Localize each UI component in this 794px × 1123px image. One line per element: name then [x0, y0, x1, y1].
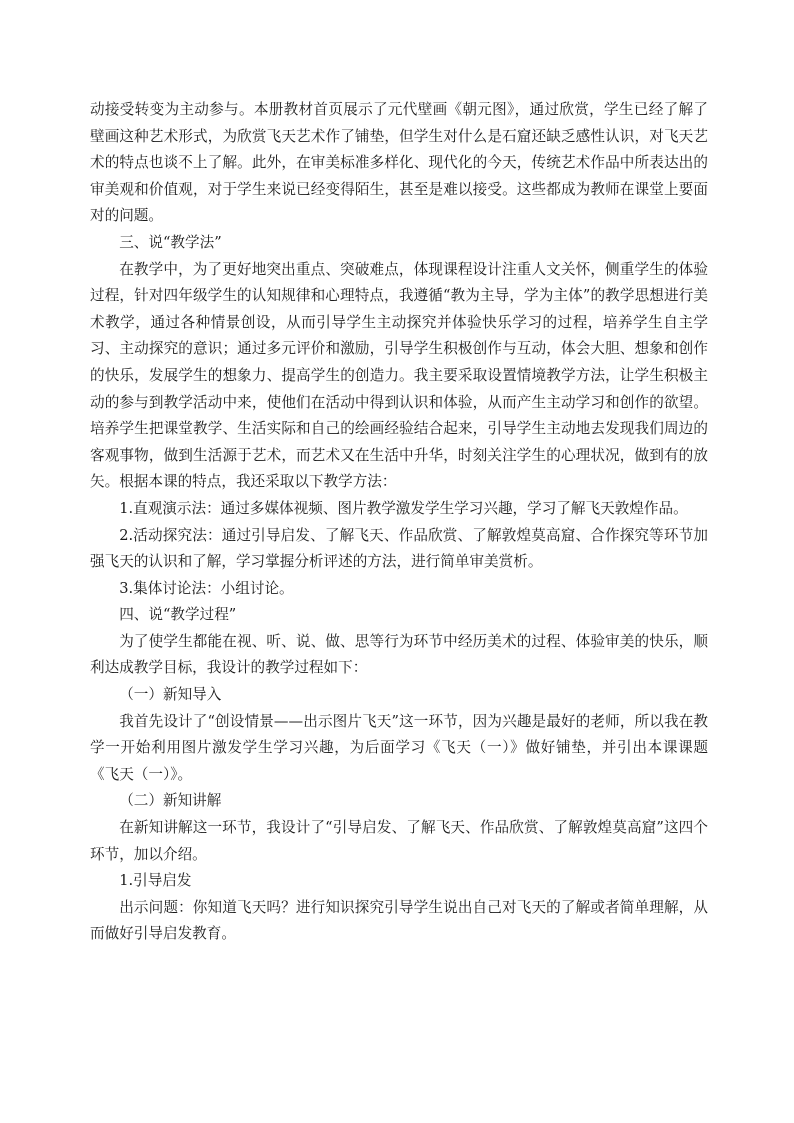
- subheading-new-knowledge-intro: （一）新知导入: [119, 686, 222, 704]
- paragraph-teaching-method: 在教学中，为了更好地突出重点、突破难点，体现课程设计注重人文关怀，侧重学生的体验过程，针对四年级学生的认知规律和心理特点，我遵循“教为主导，学为主体”的教学思想进行美术教学，通过各种情景创设，从而引导学生主动探究并体验快乐学习的过程，培养学生自主学习、主动探究的意识；通过多元评价和激励，引导学生积极创作与互动，体会大胆、想象和创作的快乐，发展学生的想象力、提高学生的创造力。我主要采取设置情境教学方法，让学生积极主动的参与到教学活动中来，使他们在活动中得到认识和体验，从而产生主动学习和创作的欲望。培养学生把课堂教学、生活实际和自己的绘画经验结合起来，引导学生主动地去发现我们周边的客观事物，做到生活源于艺术，而艺术又在生活中升华，时刻关注学生的心理状况，做到有的放矢。根据本课的特点，我还采取以下教学方法：: [90, 260, 708, 491]
- document-body: [90, 97, 708, 948]
- subheading-guidance: 1.引导启发: [119, 872, 192, 890]
- paragraph-guidance: 出示问题：你知道飞天吗？进行知识探究引导学生说出自己对飞天的了解或者简单理解，从而做好引导启发教育。: [90, 898, 708, 943]
- section-heading-teaching-process: 四、说“教学过程”: [119, 606, 237, 624]
- paragraph-process-intro: 为了使学生都能在视、听、说、做、思等行为环节中经历美术的过程、体验审美的快乐，顺利达成教学目标，我设计的教学过程如下：: [90, 632, 708, 677]
- section-heading-teaching-method: 三、说“教学法”: [119, 233, 222, 251]
- paragraph-mural-context: 动接受转变为主动参与。本册教材首页展示了元代壁画《朝元图》，通过欣赏，学生已经了解了壁画这种艺术形式，为欣赏飞天艺术作了铺垫，但学生对什么是石窟还缺乏感性认识，对飞天艺术的特点也谈不上了解。此外，在审美标准多样化、现代化的今天，传统艺术作品中所表达出的审美观和价值观，对于学生来说已经变得陌生，甚至是难以接受。这些都成为教师在课堂上要面对的问题。: [90, 101, 708, 225]
- method-item-inquiry: 2.活动探究法：通过引导启发、了解飞天、作品欣赏、了解敦煌莫高窟、合作探究等环节加强飞天的认识和了解，学习掌握分析评述的方法，进行简单审美赏析。: [90, 526, 708, 571]
- subheading-new-knowledge-explain: （二）新知讲解: [119, 792, 222, 810]
- paragraph-new-knowledge-explain: 在新知讲解这一环节，我设计了“引导启发、了解飞天、作品欣赏、了解敦煌莫高窟”这四个环节，加以介绍。: [90, 819, 708, 863]
- method-item-discussion: 3.集体讨论法：小组讨论。: [119, 579, 294, 597]
- paragraph-new-knowledge-intro: 我首先设计了“创设情景——出示图片飞天”这一环节，因为兴趣是最好的老师，所以我在教学一开始利用图片激发学生学习兴趣，为后面学习《飞天（一）》做好铺垫，并引出本课课题《飞天（一）》。: [90, 712, 708, 783]
- method-item-demonstration: 1.直观演示法：通过多媒体视频、图片教学激发学生学习兴趣，学习了解飞天敦煌作品。: [119, 499, 688, 517]
